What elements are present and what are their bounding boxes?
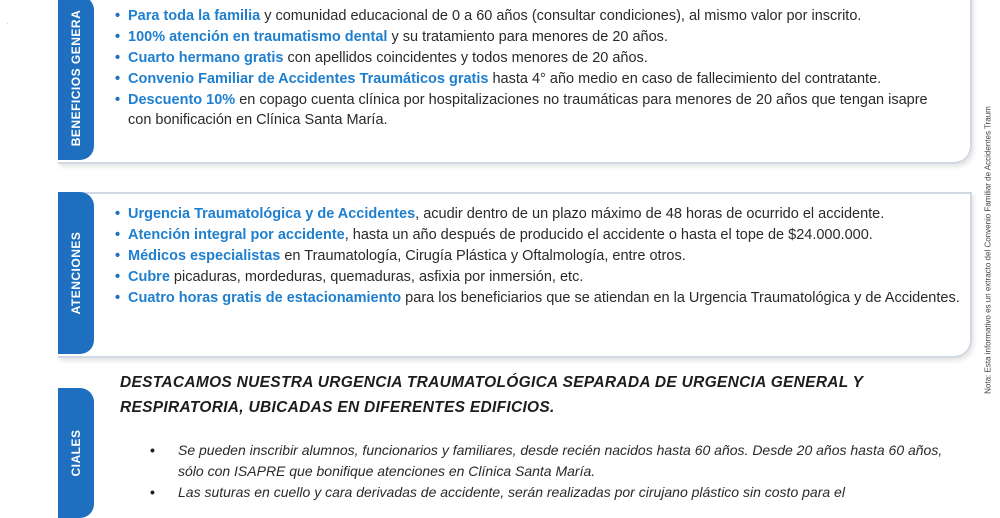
bullet-icon: • xyxy=(150,484,155,500)
atenciones-tab xyxy=(58,192,94,354)
bullet-icon: • xyxy=(115,248,121,264)
especiales-tab xyxy=(58,388,94,518)
especiales-list xyxy=(150,440,965,503)
list-item: • Convenio Familiar de Accidentes Traumáticos gratis hasta 4° año medio en caso de fallecimiento del contratante. xyxy=(115,71,882,87)
bullet-icon: • xyxy=(115,206,121,222)
bullet-icon: • xyxy=(150,442,155,458)
bullet-icon: • xyxy=(115,71,121,87)
bullet-icon: • xyxy=(115,92,121,108)
list-item: • Cuatro horas gratis de estacionamiento para los beneficiarios que se atiendan en la Urgencia Traumatológica y de Accidentes. xyxy=(115,290,960,306)
bullet-icon: • xyxy=(115,50,121,66)
list-item: • Médicos especialistas en Traumatología, Cirugía Plástica y Oftalmología, entre otros. xyxy=(115,248,686,264)
especiales-tab-label: CIALES xyxy=(69,429,83,477)
list-item: • Cuarto hermano gratis con apellidos coincidentes y todos menores de 20 años. xyxy=(115,50,648,66)
list-item: • Descuento 10% en copago cuenta clínica por hospitalizaciones no traumáticas para menores de 20 años que tengan isapre con bonificación en Clínica Santa María. xyxy=(115,92,928,128)
bullet-icon: • xyxy=(115,29,121,45)
beneficios-list xyxy=(112,6,962,131)
side-note: Nota: Esta informativo es un extracto del Convenio Familiar de Accidentes Traum xyxy=(983,106,993,394)
list-item: • Se pueden inscribir alumnos, funcionarios y familiares, desde recién nacidos hasta 60 años. Desde 20 años hasta 60 años, sólo con ISAPRE que bonifique atenciones en Clínica Santa María. xyxy=(150,442,943,479)
list-item: • Atención integral por accidente, hasta un año después de producido el accidente o hasta el tope de $24.000.000. xyxy=(115,227,873,243)
atenciones-list xyxy=(112,204,962,309)
atenciones-tab-label: ATENCIONES xyxy=(69,231,83,315)
list-item: • Las suturas en cuello y cara derivadas de accidente, serán realizadas por cirujano plástico sin costo para el xyxy=(150,482,965,503)
list-item: • Urgencia Traumatológica y de Accidentes, acudir dentro de un plazo máximo de 48 horas de ocurrido el accidente. xyxy=(115,206,885,222)
bullet-icon: • xyxy=(115,269,121,285)
beneficios-tab xyxy=(58,0,94,160)
bullet-icon: • xyxy=(115,290,121,306)
bullet-icon: • xyxy=(115,227,121,243)
list-item: • Para toda la familia y comunidad educacional de 0 a 60 años (consultar condiciones), al mismo valor por inscrito. xyxy=(115,8,862,24)
headline: DESTACAMOS NUESTRA URGENCIA TRAUMATOLÓGICA SEPARADA DE URGENCIA GENERAL Y RESPIRATORIA, UBICADAS EN DIFERENTES EDIFICIOS. xyxy=(120,374,863,416)
beneficios-tab-label: BENEFICIOS GENERA xyxy=(69,9,83,147)
bullet-icon: • xyxy=(115,8,121,24)
corner-mark: · xyxy=(6,18,10,29)
list-item: • Cubre picaduras, mordeduras, quemaduras, asfixia por inmersión, etc. xyxy=(115,269,584,285)
list-item: • 100% atención en traumatismo dental y su tratamiento para menores de 20 años. xyxy=(115,29,668,45)
